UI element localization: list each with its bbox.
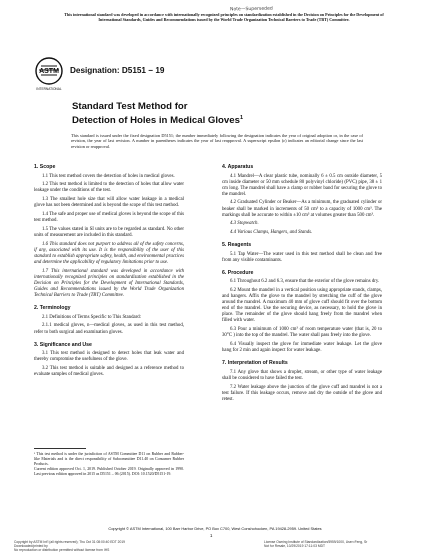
paragraph-4-4: 4.4 Various Clamps, Hangers, and Stands. (230, 230, 313, 236)
paragraph-1-7: 1.7 This international standard was developed in accordance with internationally recognized principles on standardization established in the Decision on Principles for the Development of International Standards, Guides and Recommendations issued by the World Trade Organization Technical Barriers to Trade (TBT) Committee. (34, 268, 184, 299)
paragraph-2-1: 2.1 Definitions of Terms Specific to This Standard: (42, 314, 142, 320)
section-heading-significance: 3. Significance and Use (34, 341, 92, 348)
paragraph-6-2: 6.2 Mount the mandrel in a vertical position using appropriate stands, clamps, and hangers. Affix the glove to the mandrel by stretching the cuff of the glove around the mandrel. A maximum 40 mm of glove cuff should fit over the bottom end of the mandrel. Use the securing device, as necessary, to hold the glove in place. The remainder of the glove should hang freely from the mandrel when filled with water. (222, 288, 382, 324)
title-line-1: Standard Test Method for (72, 101, 188, 112)
left-column (34, 164, 184, 381)
paragraph-1-3: 1.3 The smallest hole size that will allow water leakage in a medical glove has not been determined and is beyond the scope of this test method. (34, 197, 184, 209)
paragraph-1-1: 1.1 This test method covers the detection of holes in medical gloves. (42, 173, 175, 179)
paragraph-7-1: 7.1 Any glove that shows a droplet, stream, or other type of water leakage shall be considered to have failed the test. (222, 369, 382, 381)
license-left: Copyright by ASTM Int'l (all rights reserved); Thu Oct 31 08:00:40 EDT 2019 Downloaded/printed by No reproduction or distribution permitted without license from IHS (14, 540, 126, 553)
paragraph-4-3: 4.3 Stopwatch. (230, 221, 259, 227)
section-heading-interpretation: 7. Interpretation of Results (222, 360, 288, 367)
right-column (222, 164, 382, 406)
paragraph-3-2: 3.2 This test method is suitable and designed as a reference method to evaluate samples of medical gloves. (34, 365, 184, 377)
section-heading-scope: 1. Scope (34, 164, 56, 170)
intro-paragraph: This standard is issued under the fixed designation D5151; the number immediately following the designation indicates the year of original adoption or, in the case of revision, the year of last revision. A number in parentheses indicates the year of last reapproval. A superscript epsilon (ε) indicates an editorial change since the last revision or reapproval. (71, 133, 363, 149)
paragraph-5-1: 5.1 Tap Water—The water used in this test method shall be clean and free from any visible contaminants. (222, 251, 382, 263)
svg-text:ASTM: ASTM (39, 68, 59, 75)
paragraph-6-4: 6.4 Visually inspect the glove for immediate water leakage. Let the glove hang for 2 min and again inspect for water leakage. (222, 342, 382, 354)
section-heading-procedure: 6. Procedure (222, 269, 254, 276)
license-right: License Owning Institute of Standardization/5959/1000, User=Feng, Sr Not for Resale, 10/29/2019 17:11:03 MDT (264, 540, 368, 549)
paragraph-3-1: 3.1 This test method is designed to detect holes that leak water and thereby compromise the usefulness of the glove. (34, 351, 184, 363)
superseded-stamp: Note—Superseded (230, 6, 274, 13)
paragraph-1-4: 1.4 The safe and proper use of medical gloves is beyond the scope of this test method. (34, 212, 184, 224)
paragraph-6-3: 6.3 Pour a minimum of 1000 cm³ of room temperature water (that is, 20 to 30°C ) into the top of the mandrel. The water shall pass freely into the glove. (222, 327, 382, 339)
designation: Designation: D5151 − 19 (70, 66, 165, 75)
paragraph-1-6: 1.6 This standard does not purport to address all of the safety concerns, if any, associated with its use. It is the responsibility of the user of this standard to establish appropriate safety, health, and environmental practices and determine the applicability of regulatory limitations prior to use. (34, 241, 184, 266)
footnote-rule (34, 448, 86, 449)
title-line-2: Detection of Holes in Medical Gloves (72, 114, 240, 126)
logo-text: INTERNATIONAL (36, 87, 62, 91)
footnote (34, 452, 184, 477)
footnote-edition: Current edition approved Oct. 1, 2019. Published October 2019. Originally approved in 1990. Last previous edition approved in 2015 as D5151 – 06 (2015). DOI: 10.1520/D5151-19. (34, 466, 184, 476)
paragraph-4-2: 4.2 Graduated Cylinder or Beaker—As a minimum, the graduated cylinder or beaker shall be marked in increments of 50 cm³ to a capacity of 1000 cm³. The markings shall be accurate to within ±10 cm³ at volumes greater than 500 cm³. (222, 200, 382, 218)
astm-logo-icon (34, 56, 64, 96)
paragraph-7-2: 7.2 Water leakage above the junction of the glove cuff and mandrel is not a test failure. If this leakage occurs, remove and dry the outside of the glove and retest. (222, 384, 382, 402)
paragraph-2-1-1: 2.1.1 medical gloves, n—medical gloves, as used in this test method, refer to both surgical and examination gloves. (34, 323, 184, 335)
header-notice: This international standard was developed in accordance with internationally recognized principles on standardization established in the Decision on Principles for the Development of International Standards, Guides and Recommendations issued by the World Trade Organization Technical Barriers to Trade (TBT) Committee. (64, 12, 384, 23)
page-number: 1 (210, 533, 213, 538)
copyright-line: Copyright © ASTM International, 100 Barr Harbor Drive, PO Box C700, West Conshohocken, PA 19428-2959. United States (108, 526, 322, 531)
section-heading-terminology: 2. Terminology (34, 305, 71, 312)
paragraph-6-1: 6.1 Throughout 6.2 and 6.3, ensure that the exterior of the glove remains dry. (230, 279, 380, 285)
footnote-jurisdiction: ¹ This test method is under the jurisdiction of ASTM Committee D11 on Rubber and Rubber-like Materials and is the direct responsibility of Subcommittee D11.40 on Consumer Rubber Products. (34, 452, 184, 466)
section-heading-reagents: 5. Reagents (222, 242, 252, 249)
paragraph-1-5: 1.5 The values stated in SI units are to be regarded as standard. No other units of measurement are included in this standard. (34, 227, 184, 239)
paragraph-1-2: 1.2 This test method is limited to the detection of holes that allow water leakage under the conditions of the test. (34, 182, 184, 194)
title-footnote-mark: 1 (239, 114, 243, 121)
paragraph-4-1: 4.1 Mandrel—A clear plastic tube, nominally 6 ± 0.5 cm outside diameter, 5 cm inside diameter or 50 mm schedule 80 polyvinyl chloride) (PVC) pipe, 38 ± 1 cm long. The mandrel shall have a clamp or rubber band for securing the glove to the mandrel. (222, 173, 382, 197)
document-title (72, 101, 243, 126)
section-heading-apparatus: 4. Apparatus (222, 164, 254, 170)
